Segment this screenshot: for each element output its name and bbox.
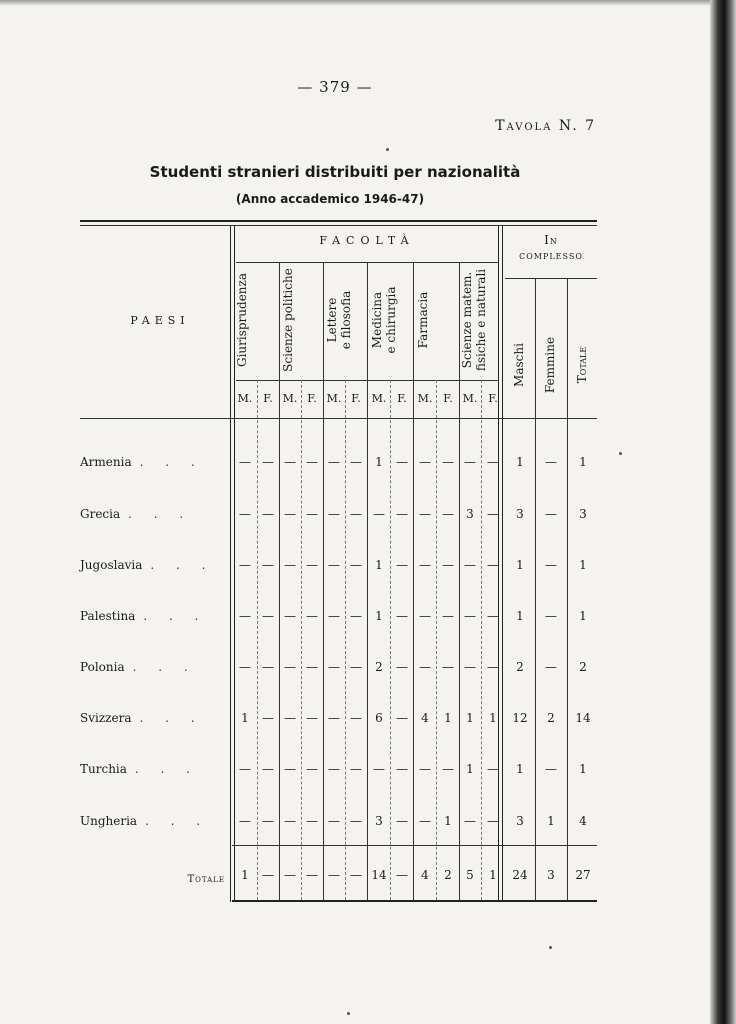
totals-row-label: Totale xyxy=(187,874,225,885)
table-cell: — xyxy=(487,455,499,469)
table-cell: — xyxy=(284,762,296,776)
total-cell: 2 xyxy=(547,711,555,725)
faculty-label: Medicina e chirurgia xyxy=(370,286,398,354)
table-cell: — xyxy=(487,660,499,674)
table-cell: — xyxy=(396,660,408,674)
sex-label: M. xyxy=(326,392,342,405)
table-cell: 1 xyxy=(444,814,452,828)
table-cell: 1 xyxy=(466,711,474,725)
table-cell: — xyxy=(306,660,318,674)
sex-label: M. xyxy=(417,392,433,405)
table-cell: — xyxy=(419,558,431,572)
table-bottom-rule xyxy=(232,900,597,902)
totals-cell: 5 xyxy=(466,868,474,882)
sex-label: M. xyxy=(237,392,253,405)
table-cell: — xyxy=(262,711,274,725)
table-cell: — xyxy=(328,455,340,469)
country-name: Ungheria . . . xyxy=(80,814,210,828)
table-cell: — xyxy=(464,660,476,674)
sex-label: F. xyxy=(351,392,361,405)
print-speck xyxy=(549,946,552,949)
table-cell: — xyxy=(284,609,296,623)
total-cell: 4 xyxy=(579,814,587,828)
table-cell: — xyxy=(262,507,274,521)
table-cell: — xyxy=(262,762,274,776)
table-cell: — xyxy=(239,660,251,674)
totals-cell: 4 xyxy=(421,868,429,882)
sex-label: F. xyxy=(443,392,453,405)
total-cell: 14 xyxy=(575,711,591,725)
total-cell: 1 xyxy=(516,558,524,572)
country-name: Jugoslavia . . . xyxy=(80,558,215,572)
col-rule xyxy=(279,262,280,900)
faculty-label: Scienze politiche xyxy=(281,268,295,372)
table-cell: — xyxy=(419,609,431,623)
table-cell: 1 xyxy=(444,711,452,725)
col-rule xyxy=(323,262,324,900)
sex-label: F. xyxy=(397,392,407,405)
table-cell: — xyxy=(396,609,408,623)
table-cell: — xyxy=(284,455,296,469)
total-cell: 1 xyxy=(579,558,587,572)
country-label: Armenia xyxy=(80,455,132,469)
country-name: Polonia . . . xyxy=(80,660,197,674)
table-cell: — xyxy=(442,507,454,521)
book-binding xyxy=(710,0,736,1024)
table-cell: — xyxy=(396,762,408,776)
faculty-label: Scienze matem. fisiche e naturali xyxy=(460,268,488,372)
table-cell: — xyxy=(419,814,431,828)
totals-cell: — xyxy=(328,868,340,882)
table-cell: 1 xyxy=(375,455,383,469)
grand-total-cell: 24 xyxy=(512,868,528,882)
table-cell: 3 xyxy=(375,814,383,828)
page-title: Studenti stranieri distribuiti per nazionalità xyxy=(149,163,521,181)
sex-label: M. xyxy=(282,392,298,405)
grand-total-cell: 27 xyxy=(575,868,591,882)
total-cell: — xyxy=(545,455,557,469)
table-cell: — xyxy=(262,814,274,828)
table-cell: — xyxy=(396,711,408,725)
in-complesso-header-sub: COMPLESSO xyxy=(519,252,583,261)
table-cell: — xyxy=(239,814,251,828)
totals-cell: — xyxy=(350,868,362,882)
faculty-label: Farmacia xyxy=(416,291,430,349)
table-cell: — xyxy=(239,507,251,521)
table-cell: 1 xyxy=(375,609,383,623)
totals-cell: — xyxy=(284,868,296,882)
table-cell: — xyxy=(262,660,274,674)
total-cell: 3 xyxy=(579,507,587,521)
country-label: Turchia xyxy=(80,762,127,776)
page-number: — 379 — xyxy=(297,78,373,96)
table-cell: — xyxy=(328,558,340,572)
table-cell: — xyxy=(419,507,431,521)
table-cell: 2 xyxy=(375,660,383,674)
total-cell: 2 xyxy=(579,660,587,674)
table-cell: — xyxy=(306,455,318,469)
total-cell: 1 xyxy=(547,814,555,828)
table-cell: — xyxy=(350,455,362,469)
table-cell: — xyxy=(373,762,385,776)
print-speck xyxy=(347,1012,350,1015)
total-cell: 12 xyxy=(512,711,528,725)
print-speck xyxy=(619,452,622,455)
table-cell: 1 xyxy=(489,711,497,725)
sex-label: M. xyxy=(462,392,478,405)
table-cell: — xyxy=(239,558,251,572)
total-cell: — xyxy=(545,660,557,674)
table-cell: — xyxy=(328,507,340,521)
table-cell: — xyxy=(373,507,385,521)
table-cell: — xyxy=(396,814,408,828)
table-cell: 4 xyxy=(421,711,429,725)
facolta-header: FACOLTÀ xyxy=(319,234,415,247)
totals-top-rule xyxy=(232,845,597,846)
country-name: Armenia . . . xyxy=(80,455,204,469)
table-cell: — xyxy=(442,609,454,623)
totals-cell: 14 xyxy=(371,868,387,882)
total-cell: 3 xyxy=(516,507,524,521)
table-cell: 1 xyxy=(241,711,249,725)
table-cell: — xyxy=(487,814,499,828)
table-cell: — xyxy=(284,711,296,725)
country-label: Palestina xyxy=(80,609,136,623)
totals-cell: — xyxy=(306,868,318,882)
complesso-rule xyxy=(505,278,597,279)
table-cell: — xyxy=(350,711,362,725)
table-cell: — xyxy=(396,507,408,521)
total-cell: — xyxy=(545,609,557,623)
table-cell: — xyxy=(419,762,431,776)
country-label: Jugoslavia xyxy=(80,558,143,572)
total-cell: 1 xyxy=(516,762,524,776)
country-label: Polonia xyxy=(80,660,125,674)
table-cell: 1 xyxy=(466,762,474,776)
total-cell: 3 xyxy=(516,814,524,828)
table-cell: — xyxy=(442,660,454,674)
table-cell: — xyxy=(396,558,408,572)
table-cell: — xyxy=(464,558,476,572)
table-cell: — xyxy=(306,507,318,521)
table-cell: — xyxy=(284,507,296,521)
total-cell: 1 xyxy=(579,609,587,623)
table-cell: — xyxy=(328,814,340,828)
total-cell: — xyxy=(545,762,557,776)
table-cell: — xyxy=(464,609,476,623)
total-cell: 1 xyxy=(579,455,587,469)
table-cell: — xyxy=(306,711,318,725)
table-cell: — xyxy=(419,455,431,469)
table-cell: — xyxy=(419,660,431,674)
sex-label: M. xyxy=(371,392,387,405)
country-name: Grecia . . . xyxy=(80,507,193,521)
table-cell: — xyxy=(284,558,296,572)
sex-label: F. xyxy=(488,392,498,405)
in-complesso-header: In xyxy=(544,233,558,247)
table-cell: 3 xyxy=(466,507,474,521)
country-name: Palestina . . . xyxy=(80,609,208,623)
table-cell: — xyxy=(239,609,251,623)
table-cell: — xyxy=(306,762,318,776)
total-col-rule xyxy=(567,278,568,900)
table-cell: — xyxy=(442,762,454,776)
total-cell: 2 xyxy=(516,660,524,674)
table-cell: — xyxy=(328,660,340,674)
table-cell: — xyxy=(328,762,340,776)
totals-cell: 1 xyxy=(489,868,497,882)
table-cell: — xyxy=(350,814,362,828)
faculty-label: Giurisprudenza xyxy=(235,272,249,368)
table-cell: — xyxy=(350,762,362,776)
table-cell: — xyxy=(350,558,362,572)
faculty-label: Lettere e filosofia xyxy=(325,290,353,350)
header-bottom-rule xyxy=(80,418,597,419)
country-label: Svizzera xyxy=(80,711,132,725)
table-cell: — xyxy=(487,558,499,572)
country-label: Ungheria xyxy=(80,814,138,828)
table-cell: — xyxy=(284,660,296,674)
table-cell: 1 xyxy=(375,558,383,572)
sex-label: F. xyxy=(307,392,317,405)
totals-cell: 1 xyxy=(241,868,249,882)
table-cell: — xyxy=(350,660,362,674)
total-cell: 1 xyxy=(579,762,587,776)
table-cell: — xyxy=(396,455,408,469)
country-name: Svizzera . . . xyxy=(80,711,204,725)
total-column-label: Femmine xyxy=(543,336,557,394)
totals-cell: 2 xyxy=(444,868,452,882)
table-cell: — xyxy=(306,814,318,828)
table-cell: — xyxy=(328,711,340,725)
print-speck xyxy=(386,148,389,151)
table-cell: — xyxy=(487,762,499,776)
table-cell: — xyxy=(328,609,340,623)
page-top-edge xyxy=(0,0,736,6)
table-cell: — xyxy=(262,455,274,469)
country-label: Grecia xyxy=(80,507,121,521)
table-cell: — xyxy=(239,455,251,469)
table-cell: — xyxy=(442,455,454,469)
total-column-label: Maschi xyxy=(512,343,526,387)
table-cell: 6 xyxy=(375,711,383,725)
table-cell: — xyxy=(464,814,476,828)
col-rule xyxy=(367,262,368,900)
table-top-rule xyxy=(80,220,597,222)
table-cell: — xyxy=(284,814,296,828)
totals-cell: — xyxy=(396,868,408,882)
table-cell: — xyxy=(262,558,274,572)
total-cell: 1 xyxy=(516,609,524,623)
table-cell: — xyxy=(487,609,499,623)
table-cell: — xyxy=(487,507,499,521)
sex-label: F. xyxy=(263,392,273,405)
paesi-header: PAESI xyxy=(130,314,190,327)
table-top-rule-2 xyxy=(80,225,597,226)
table-number: Tavola N. 7 xyxy=(495,118,596,134)
table-cell: — xyxy=(464,455,476,469)
table-cell: — xyxy=(306,609,318,623)
total-column-label: Totale xyxy=(575,346,589,384)
table-cell: — xyxy=(306,558,318,572)
table-cell: — xyxy=(350,609,362,623)
total-cell: — xyxy=(545,558,557,572)
page-subtitle: (Anno accademico 1946-47) xyxy=(235,192,425,206)
table-cell: — xyxy=(442,558,454,572)
grand-total-cell: 3 xyxy=(547,868,555,882)
col-rule xyxy=(413,262,414,900)
totals-cell: — xyxy=(262,868,274,882)
table-cell: — xyxy=(262,609,274,623)
total-cell: — xyxy=(545,507,557,521)
table-cell: — xyxy=(350,507,362,521)
total-cell: 1 xyxy=(516,455,524,469)
total-col-rule xyxy=(535,278,536,900)
table-cell: — xyxy=(239,762,251,776)
country-name: Turchia . . . xyxy=(80,762,199,776)
